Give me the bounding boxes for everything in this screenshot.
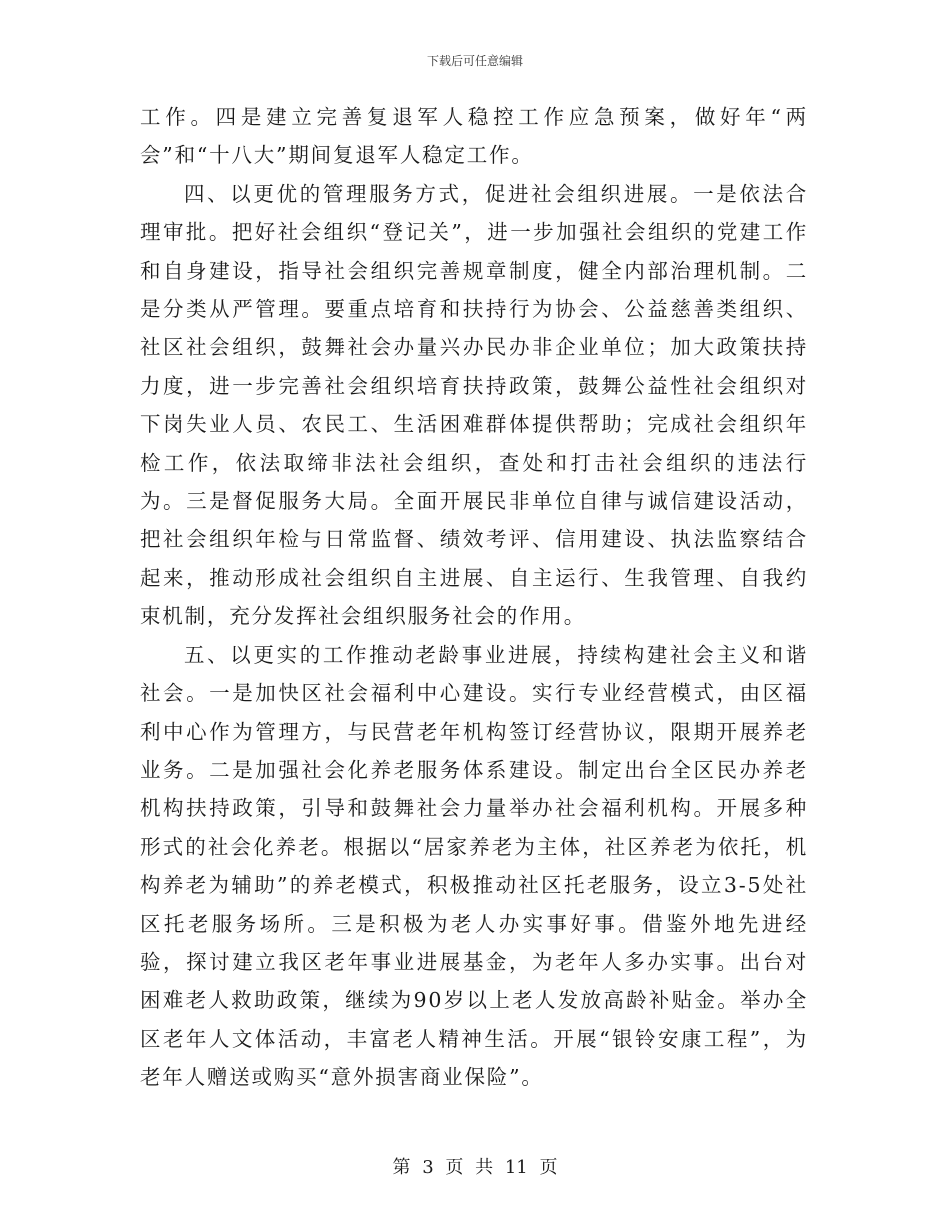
page-header: 下载后可任意编辑 — [426, 54, 523, 68]
document-body — [140, 98, 808, 1097]
paragraph-elderly-affairs: 五、以更实的工作推动老龄事业进展，持续构建社会主义和谐社会。一是加快区社会福利中心建设。实行专业经营模式，由区福利中心作为管理方，与民营老年机构签订经营协议，限期开展养老业务。二是加强社会化养老服务体系建设。制定出台全区民办养老机构扶持政策，引导和鼓舞社会力量举办社会福利机构。开展多种形式的社会化养老。根据以“居家养老为主体，社区养老为依托，机构养老为辅助”的养老模式，积极推动社区托老服务，设立3-5处社区托老服务场所。三是积极为老人办实事好事。借鉴外地先进经验，探讨建立我区老年事业进展基金，为老年人多办实事。出台对困难老人救助政策，继续为90岁以上老人发放高龄补贴金。举办全区老年人文体活动，丰富老人精神生活。开展“银铃安康工程”，为老年人赠送或购买“意外损害商业保险”。 — [140, 642, 808, 1090]
paragraph-social-organizations: 四、以更优的管理服务方式，促进社会组织进展。一是依法合理审批。把好社会组织“登记关”，进一步加强社会组织的党建工作和自身建设，指导社会组织完善规章制度，健全内部治理机制。二是分类从严管理。要重点培育和扶持行为协会、公益慈善类组织、社区社会组织，鼓舞社会办量兴办民办非企业单位；加大政策扶持力度，进一步完善社会组织培育扶持政策，鼓舞公益性社会组织对下岗失业人员、农民工、生活困难群体提供帮助；完成社会组织年检工作，依法取缔非法社会组织，查处和打击社会组织的违法行为。三是督促服务大局。全面开展民非单位自律与诚信建设活动，把社会组织年检与日常监督、绩效考评、信用建设、执法监察结合起来，推动形成社会组织自主进展、自主运行、生我管理、自我约束机制，充分发挥社会组织服务社会的作用。 — [140, 181, 808, 629]
page-number-footer: 第 3 页 共 11 页 — [392, 1157, 558, 1178]
paragraph-continuation: 工作。四是建立完善复退军人稳控工作应急预案，做好年“两会”和“十八大”期间复退军人稳定工作。 — [140, 105, 808, 168]
